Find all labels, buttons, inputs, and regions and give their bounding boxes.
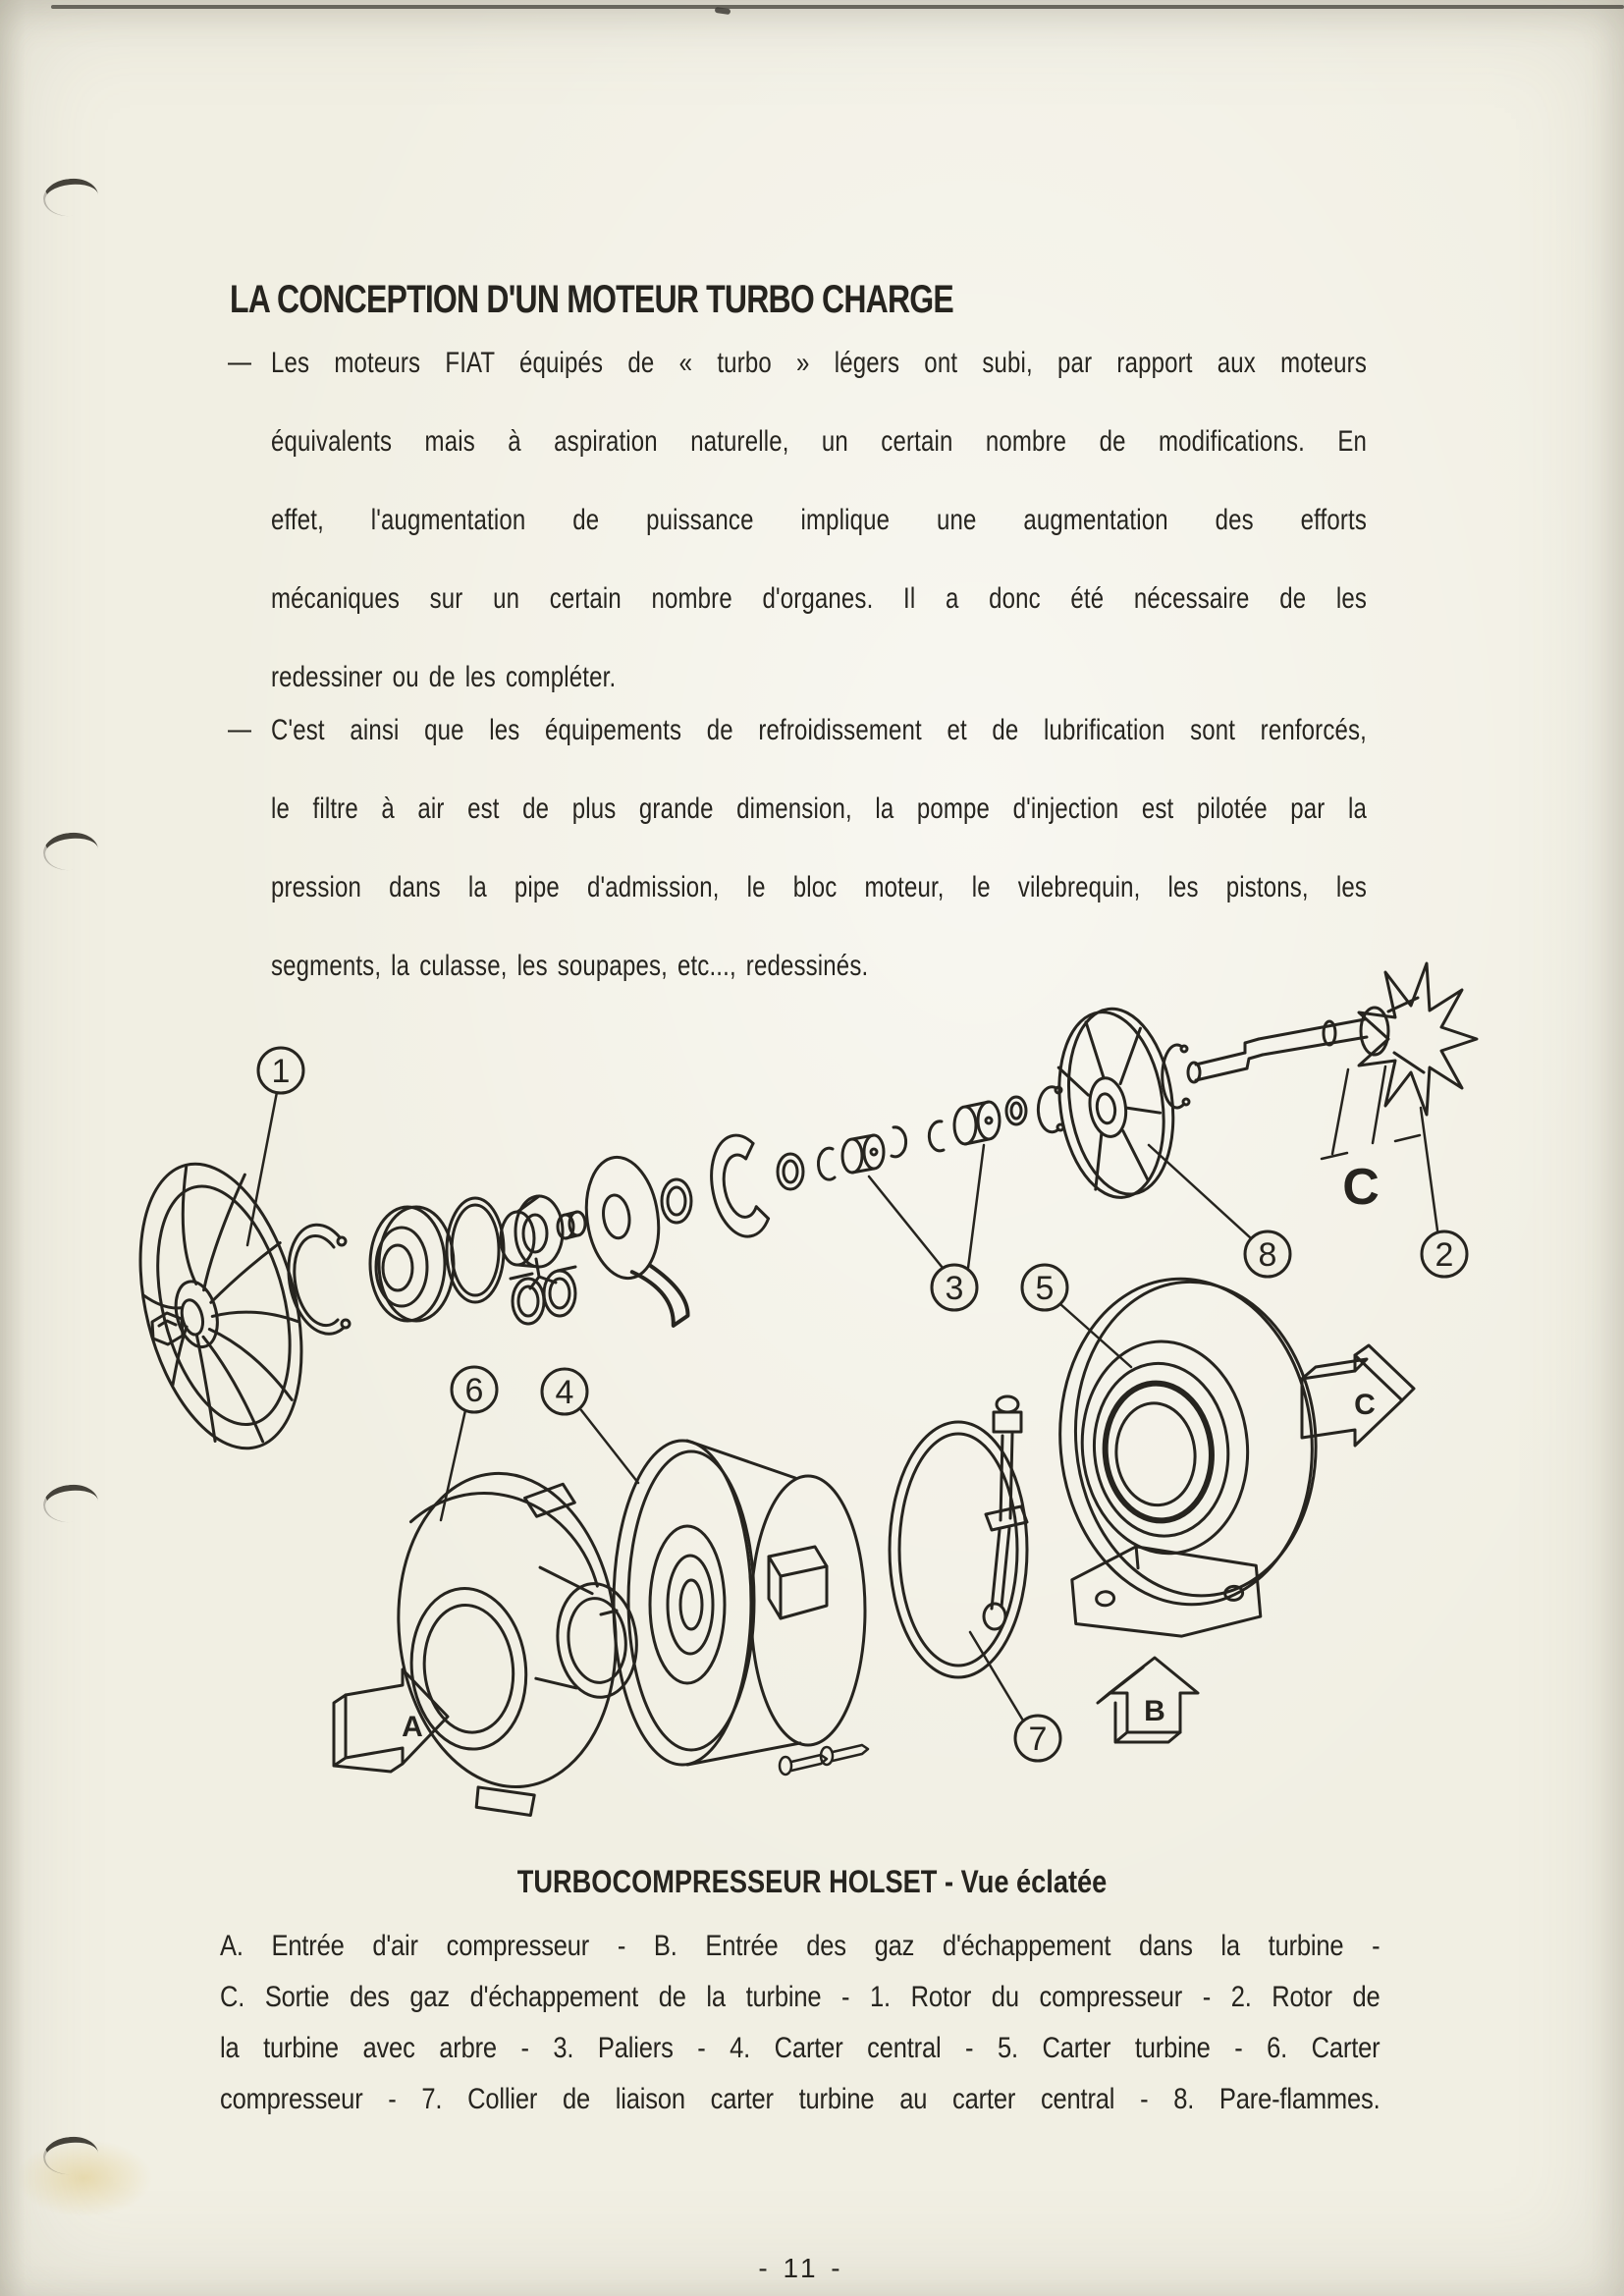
paragraph2-line: C'est ainsi que les équipements de refroidissement et de lubrification sont renforcés, [271, 714, 1367, 746]
callout-leaders [247, 1092, 1437, 1721]
seal-collar-drawing [501, 1196, 563, 1267]
paragraph2-line: le filtre à air est de plus grande dimension, la pompe d'injection est pilotée par la [271, 793, 1367, 825]
exit-gas-letter-c: C [1342, 1159, 1380, 1216]
callout-5 [1022, 1265, 1067, 1310]
seal-backplate-drawing [370, 1207, 454, 1321]
flow-letter-b: B [1144, 1695, 1165, 1727]
flow-letter-c: C [1354, 1389, 1376, 1421]
paragraph2-line: pression dans la pipe d'admission, le bloc moteur, le vilebrequin, les pistons, les [271, 871, 1367, 903]
callout-3-number: 3 [945, 1270, 964, 1307]
paragraph1-line: mécaniques sur un certain nombre d'organes. Il a donc été nécessaire de les [271, 582, 1367, 615]
bearing-bushing-2-drawing [954, 1102, 1000, 1144]
callout-4-number: 4 [555, 1374, 574, 1411]
paragraph1-line: effet, l'augmentation de puissance implique une augmentation des efforts [271, 504, 1367, 536]
snap-ring-3-drawing [1163, 1045, 1189, 1108]
bearing-bushing-1-drawing [842, 1135, 884, 1173]
figure-legend-line: compresseur - 7. Collier de liaison carter turbine au carter central - 8. Pare-flammes. [220, 2083, 1380, 2115]
callout-7-number: 7 [1028, 1721, 1048, 1758]
callout-2 [1422, 1231, 1467, 1277]
o-ring-drawing [447, 1198, 504, 1302]
page-title: LA CONCEPTION D'UN MOTEUR TURBO CHARGE [230, 277, 953, 321]
compressor-housing-drawing [383, 1460, 653, 1827]
spacer-ring-drawing [1006, 1097, 1026, 1124]
paragraph1-line: redessiner ou de les compléter. [271, 661, 617, 693]
turbine-shaft-drawing [1188, 1019, 1367, 1082]
figure-legend-line: A. Entrée d'air compresseur - B. Entrée des gaz d'échappement dans la turbine - [220, 1930, 1380, 1962]
clip-ring-b-drawing [892, 1127, 906, 1157]
paragraph1-line: Les moteurs FIAT équipés de « turbo » légers ont subi, par rapport aux moteurs [271, 347, 1367, 379]
paragraph2-line: segments, la culasse, les soupapes, etc..., redessinés. [271, 950, 869, 982]
turbine-rotor-drawing [1359, 963, 1477, 1115]
callout-2-number: 2 [1435, 1236, 1454, 1274]
figure-legend-line: C. Sortie des gaz d'échappement de la turbine - 1. Rotor du compresseur - 2. Rotor de [220, 1981, 1380, 2013]
callout-6-number: 6 [464, 1372, 484, 1409]
oil-deflector-drawing [579, 1150, 689, 1336]
bullet-dash-1: — [228, 346, 251, 378]
housing-screws-drawing [780, 1745, 868, 1775]
paragraph1-line: équivalents mais à aspiration naturelle, un certain nombre de modifications. En [271, 425, 1367, 458]
callout-3 [932, 1265, 977, 1310]
figure-legend-line: la turbine avec arbre - 3. Paliers - 4. Carter central - 5. Carter turbine - 6. Carter [220, 2032, 1380, 2064]
clip-ring-c-drawing [929, 1121, 944, 1151]
callout-8-number: 8 [1258, 1236, 1277, 1274]
turbine-housing-drawing [1047, 1268, 1332, 1645]
page-number: - 11 - [758, 2253, 844, 2283]
retainer-ring-drawing [662, 1179, 691, 1223]
v-band-clamp-drawing [890, 1396, 1027, 1677]
callout-6 [452, 1367, 497, 1412]
heat-shield-disc-drawing [1048, 1002, 1185, 1204]
callout-7 [1015, 1716, 1060, 1761]
thrust-plate-drawing [704, 1132, 771, 1241]
thrust-collar-drawing [778, 1154, 803, 1189]
callout-5-number: 5 [1035, 1270, 1055, 1307]
flow-letter-a: A [402, 1711, 423, 1743]
seal-rings-drawing [511, 1259, 575, 1324]
flow-arrow-a [334, 1669, 448, 1772]
clip-ring-a-drawing [818, 1148, 835, 1179]
callout-8 [1245, 1231, 1290, 1277]
figure-caption: TURBOCOMPRESSEUR HOLSET - Vue éclatée [516, 1864, 1108, 1899]
callout-4 [542, 1369, 587, 1414]
bullet-dash-2: — [228, 713, 251, 745]
callout-1-number: 1 [271, 1053, 291, 1090]
center-housing-drawing [601, 1441, 865, 1765]
callout-1 [258, 1048, 303, 1093]
